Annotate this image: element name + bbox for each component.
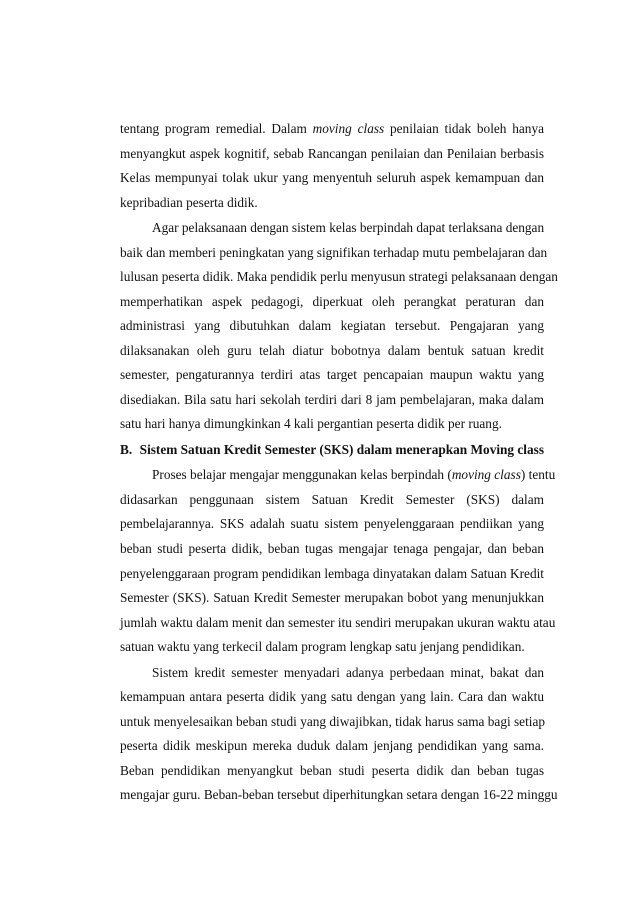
paragraph-4 bbox=[120, 661, 558, 808]
text-line: satu hari hanya dimungkinkan 4 kali pergantian peserta didik per ruang. bbox=[120, 416, 502, 432]
text-line: didasarkan penggunaan sistem Satuan Kredit Semester (SKS) dalam bbox=[120, 491, 544, 507]
text-line: satuan waktu yang terkecil dalam program lengkap satu jenjang pendidikan. bbox=[120, 639, 525, 655]
text-line: jumlah waktu dalam menit dan semester itu sendiri merupakan ukuran waktu atau bbox=[120, 614, 556, 630]
text-line: menyangkut aspek kognitif, sebab Rancangan penilaian dan Penilaian berbasis bbox=[120, 145, 544, 161]
text-line: penyelenggaraan program pendidikan lembaga dinyatakan dalam Satuan Kredit bbox=[120, 565, 544, 581]
text-line: baik dan memberi peningkatan yang signifikan terhadap mutu pembelajaran dan bbox=[120, 244, 548, 260]
section-title: Sistem Satuan Kredit Semester (SKS) dalam menerapkan Moving class bbox=[139, 441, 544, 457]
paragraph-2 bbox=[120, 216, 558, 437]
text-line: dilaksanakan oleh guru telah diatur bobotnya dalam bentuk satuan kredit bbox=[120, 342, 544, 358]
text-line: Beban pendidikan menyangkut beban studi peserta didik dan beban tugas bbox=[120, 762, 544, 778]
text-line: tentang program remedial. Dalam moving class penilaian tidak boleh hanya bbox=[120, 121, 545, 136]
text-line: Semester (SKS). Satuan Kredit Semester merupakan bobot yang menunjukkan bbox=[120, 590, 544, 606]
paragraph-3 bbox=[120, 463, 556, 659]
text-line: disediakan. Bila satu hari sekolah terdiri dari 8 jam pembelajaran, maka dalam bbox=[120, 391, 544, 407]
text-line: lulusan peserta didik. Maka pendidik perlu menyusun strategi pelaksanaan dengan bbox=[120, 269, 558, 285]
text-line: kepribadian peserta didik. bbox=[120, 194, 258, 210]
section-number: B. bbox=[120, 441, 133, 457]
text-line: kemampuan antara peserta didik yang satu dengan yang lain. Cara dan waktu bbox=[120, 689, 544, 705]
text-line: mengajar guru. Beban-beban tersebut diperhitungkan setara dengan 16-22 minggu bbox=[120, 787, 558, 803]
italic-term: moving class bbox=[312, 121, 385, 136]
text-line: untuk menyelesaikan beban studi yang diwajibkan, tidak harus sama bagi setiap bbox=[120, 713, 546, 729]
italic-term: moving class bbox=[451, 467, 521, 483]
section-heading bbox=[120, 438, 544, 463]
text-line: administrasi yang dibutuhkan dalam kegiatan tersebut. Pengajaran yang bbox=[120, 318, 544, 334]
text-line: Agar pelaksanaan dengan sistem kelas berpindah dapat terlaksana dengan bbox=[152, 220, 545, 236]
page-body bbox=[120, 117, 558, 808]
text-line: Sistem kredit semester menyadari adanya perbedaan minat, bakat dan bbox=[152, 664, 544, 680]
text-line: pembelajarannya. SKS adalah suatu sistem penyelenggaraan pendiikan yang bbox=[120, 516, 544, 532]
text-line: beban studi peserta didik, beban tugas mengajar tenaga pengajar, dan beban bbox=[120, 540, 544, 556]
text-line: peserta didik meskipun mereka duduk dalam jenjang pendidikan yang sama. bbox=[120, 738, 544, 754]
text-line: Kelas mempunyai tolak ukur yang menyentuh seluruh aspek kemampuan dan bbox=[120, 170, 544, 186]
text-line: semester, pengaturannya terdiri atas target pencapaian maupun waktu yang bbox=[120, 367, 544, 383]
paragraph-1 bbox=[120, 117, 544, 215]
text-line: memperhatikan aspek pedagogi, diperkuat oleh perangkat peraturan dan bbox=[120, 293, 544, 309]
text-line: Proses belajar mengajar menggunakan kelas berpindah (moving class) tentu bbox=[152, 467, 556, 483]
